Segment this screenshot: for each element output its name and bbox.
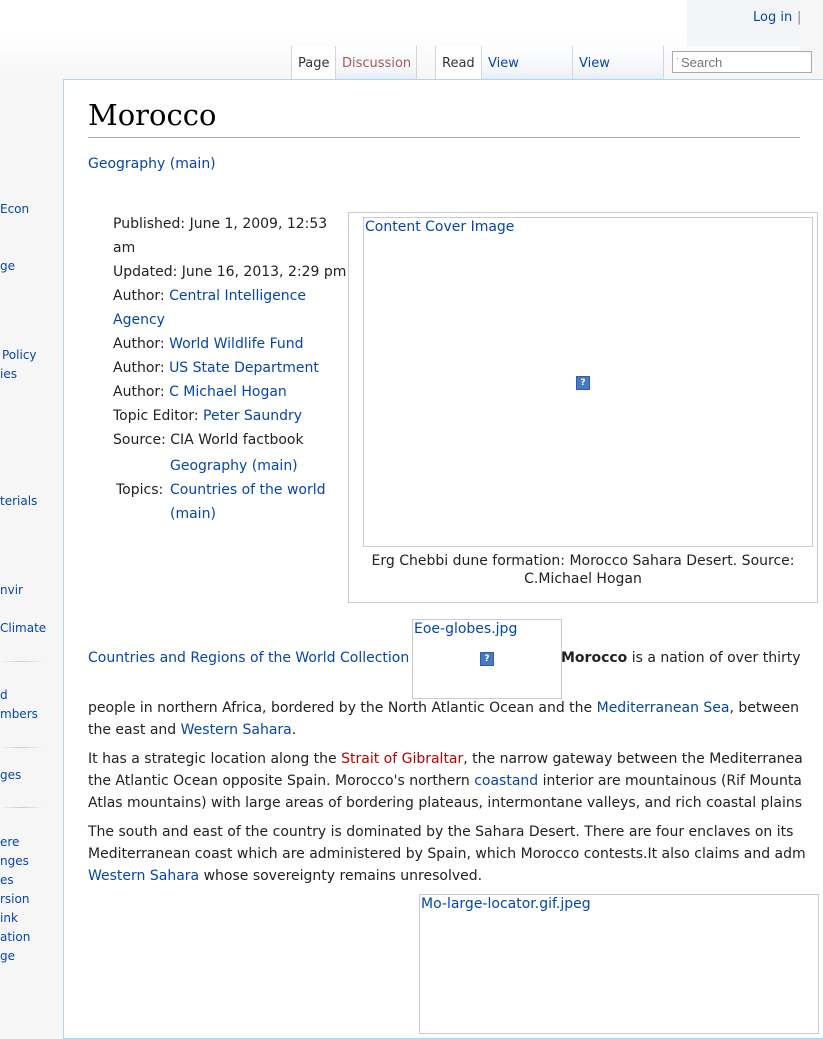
author-label: Author: xyxy=(113,336,165,352)
tab-view-source[interactable] xyxy=(481,46,572,80)
topic-editor-label: Topic Editor: xyxy=(113,408,199,424)
sidebar-item[interactable]: d xyxy=(0,688,8,702)
western-sahara-link[interactable]: Western Sahara xyxy=(88,868,200,884)
author-row xyxy=(113,284,349,308)
tab-view-history-label: View xyxy=(579,56,610,71)
text: interior are mountainous (Rif Mounta xyxy=(538,773,802,789)
paragraph-line: Mediterranean coast which are administered by Spain, which Morocco contests.It also claims and adm xyxy=(88,846,806,862)
sidebar-item[interactable]: mbers xyxy=(0,707,38,721)
search-icon: ᐧ xyxy=(676,55,679,65)
article-metadata xyxy=(113,212,349,452)
tab-page-label: Page xyxy=(298,56,330,71)
sidebar-divider xyxy=(0,661,44,662)
tab-discussion-label: Discussion xyxy=(342,56,412,71)
published-label: Published: xyxy=(113,216,186,232)
sidebar-divider xyxy=(0,807,44,808)
text: , between xyxy=(729,700,799,716)
sidebar-item[interactable]: rsion xyxy=(0,892,30,906)
coastand-link[interactable]: coastand xyxy=(474,773,539,789)
tab-read-label: Read xyxy=(442,56,475,71)
globe-image-alt[interactable]: Eoe-globes.jpg xyxy=(414,621,518,637)
paragraph-line xyxy=(88,719,296,741)
login-link[interactable]: Log in xyxy=(753,10,793,25)
topic-link[interactable]: Countries of the world xyxy=(170,482,326,498)
sidebar-item[interactable]: terials xyxy=(0,494,38,508)
author-label: Author: xyxy=(113,384,165,400)
author-link[interactable]: C Michael Hogan xyxy=(169,384,287,400)
author-link[interactable]: US State Department xyxy=(169,360,319,376)
author-row-cont xyxy=(113,308,349,332)
author-row xyxy=(113,380,349,404)
paragraph-line xyxy=(88,697,799,719)
tab-view-source-label: View xyxy=(488,56,519,71)
sidebar-item[interactable]: nvir xyxy=(0,583,23,597)
text: It has a strategic location along the xyxy=(88,751,342,767)
sidebar-item[interactable]: ies xyxy=(0,367,17,381)
strait-of-gibraltar-link[interactable]: Strait of Gibraltar xyxy=(341,751,464,767)
source-row xyxy=(113,428,349,452)
source-value: CIA World factbook xyxy=(170,432,304,448)
search-input[interactable] xyxy=(672,51,812,73)
sidebar-item[interactable]: ge xyxy=(0,949,15,963)
caption-line: Erg Chebbi dune formation: Morocco Sahara Desert. Source: xyxy=(371,553,795,569)
paragraph-line: The south and east of the country is dominated by the Sahara Desert. There are four enclaves on its xyxy=(88,824,794,840)
intro-text xyxy=(561,647,801,669)
locator-map-alt[interactable]: Mo-large-locator.gif.jpeg xyxy=(421,896,591,912)
mediterranean-link[interactable]: Mediterranean Sea xyxy=(596,700,730,716)
sidebar-item[interactable]: ges xyxy=(0,768,22,782)
paragraph-line: Atlas mountains) with large areas of bordering plateaus, intermontane valleys, and rich coastal plains xyxy=(88,795,803,811)
title-divider xyxy=(88,137,800,138)
text: , the narrow gateway between the Mediterranea xyxy=(463,751,803,767)
sidebar-item[interactable]: nges xyxy=(0,854,29,868)
topic-editor-link[interactable]: Peter Saundry xyxy=(203,408,303,424)
tab-read[interactable] xyxy=(435,46,481,80)
topic-link[interactable]: Geography (main) xyxy=(170,458,298,474)
sidebar-item[interactable]: ge xyxy=(0,259,15,273)
tab-view-history[interactable] xyxy=(572,46,664,80)
updated-row xyxy=(113,260,349,284)
tab-page[interactable] xyxy=(291,46,335,80)
paragraph-line xyxy=(88,748,803,770)
locator-map-image[interactable] xyxy=(419,894,819,1034)
text: whose sovereignty remains unresolved. xyxy=(199,868,483,884)
updated-value: June 16, 2013, 2:29 pm xyxy=(181,264,347,280)
sidebar-divider xyxy=(0,747,44,748)
caption-line: C.Michael Hogan xyxy=(524,571,642,587)
western-sahara-link[interactable]: Western Sahara xyxy=(180,722,292,738)
text: . xyxy=(291,722,297,738)
login-separator: | xyxy=(797,10,802,25)
author-row xyxy=(113,356,349,380)
author-link[interactable]: Agency xyxy=(113,312,165,328)
source-label: Source: xyxy=(113,432,166,448)
page-title: Morocco xyxy=(88,98,217,132)
breadcrumb-link[interactable]: Geography (main) xyxy=(88,156,216,172)
sidebar-item[interactable]: Econ xyxy=(0,202,30,216)
paragraph-line xyxy=(88,865,482,887)
author-link[interactable]: World Wildlife Fund xyxy=(169,336,304,352)
text: people in northern Africa, bordered by the North Atlantic Ocean and the xyxy=(88,700,597,716)
author-label: Author: xyxy=(113,360,165,376)
sidebar-item[interactable]: ation xyxy=(0,930,31,944)
updated-label: Updated: xyxy=(113,264,178,280)
text: the Atlantic Ocean opposite Spain. Morocco's northern xyxy=(88,773,475,789)
image-caption xyxy=(350,552,816,588)
text: the east and xyxy=(88,722,181,738)
topic-editor-row xyxy=(113,404,349,428)
author-row xyxy=(113,332,349,356)
sidebar-item[interactable]: ink xyxy=(0,911,18,925)
author-label: Author: xyxy=(113,288,165,304)
author-link[interactable]: Central Intelligence xyxy=(169,288,306,304)
broken-image-icon: ? xyxy=(576,376,590,390)
paragraph-line xyxy=(88,770,802,792)
sidebar-item[interactable]: Policy xyxy=(2,348,37,362)
sidebar-item[interactable]: es xyxy=(0,873,14,887)
intro-bold: Morocco xyxy=(561,650,628,666)
collection-link[interactable]: Countries and Regions of the World Collection xyxy=(88,650,410,666)
cover-image-alt[interactable]: Content Cover Image xyxy=(365,219,515,235)
topic-link[interactable]: (main) xyxy=(170,506,216,522)
broken-image-icon: ? xyxy=(480,652,494,666)
topics-label: Topics: xyxy=(116,482,164,498)
sidebar-item[interactable]: ere xyxy=(0,835,20,849)
tab-discussion[interactable] xyxy=(335,46,417,80)
published-value: June 1, 2009, 12:53 xyxy=(189,216,328,232)
sidebar-item[interactable]: Climate xyxy=(0,621,47,635)
published-value-cont: am xyxy=(113,240,136,256)
intro-rest: is a nation of over thirty xyxy=(627,650,801,666)
published-row xyxy=(113,212,349,236)
